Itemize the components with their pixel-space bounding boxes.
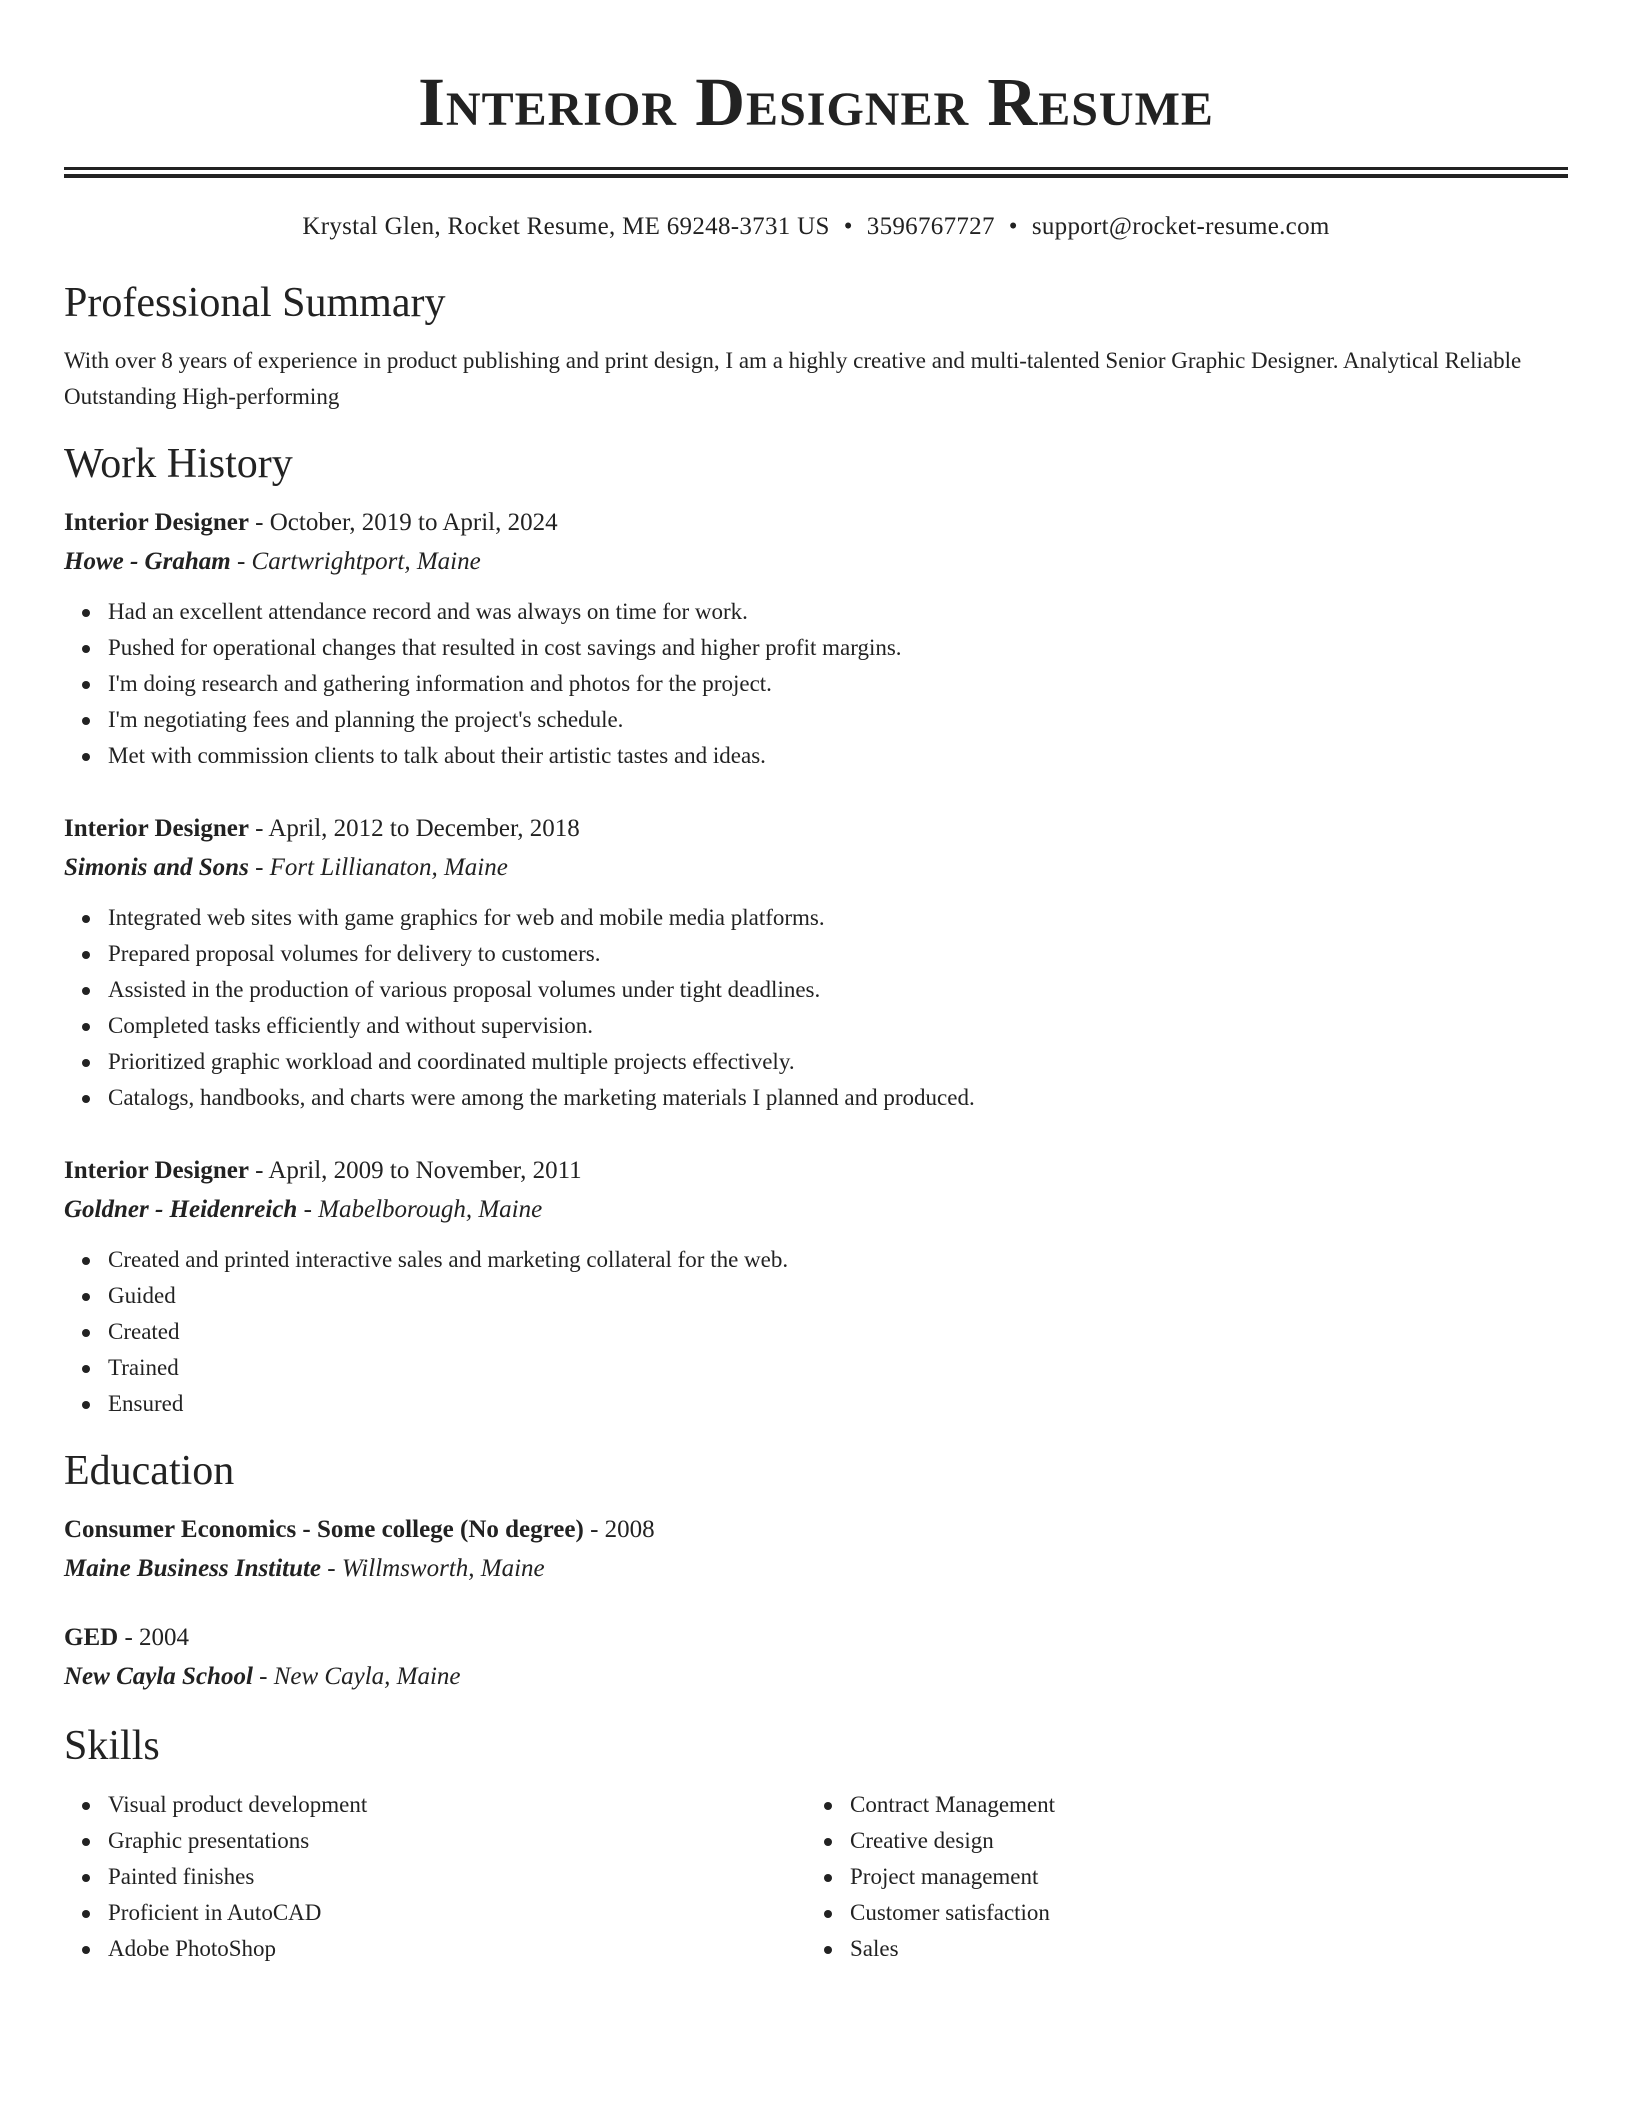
contact-email: support@rocket-resume.com <box>1031 213 1330 240</box>
education-school: Maine Business Institute <box>64 1555 322 1582</box>
job-duties <box>64 1242 1568 1422</box>
skills-heading: Skills <box>64 1723 160 1769</box>
skill-item: Project management <box>806 1859 1548 1895</box>
duty-item: Integrated web sites with game graphics for web and mobile media platforms. <box>64 900 1568 936</box>
resume-page <box>64 0 1568 1967</box>
job-location: - Fort Lillianaton, Maine <box>248 854 508 881</box>
duty-item: Created and printed interactive sales and marketing collateral for the web. <box>64 1242 1568 1278</box>
duty-item: Assisted in the production of various proposal volumes under tight deadlines. <box>64 972 1568 1008</box>
job-dates: - April, 2009 to November, 2011 <box>248 1157 582 1184</box>
education-year: - 2004 <box>118 1624 190 1651</box>
contact-separator: • <box>1008 213 1018 240</box>
duty-item: Ensured <box>64 1386 1568 1422</box>
summary-heading: Professional Summary <box>64 280 446 326</box>
skills-column-right <box>806 1787 1548 1967</box>
skill-item: Customer satisfaction <box>806 1895 1548 1931</box>
contact-separator: • <box>843 213 853 240</box>
skill-item: Graphic presentations <box>64 1823 806 1859</box>
job-location: - Cartwrightport, Maine <box>230 548 481 575</box>
skill-item: Creative design <box>806 1823 1548 1859</box>
education-degree: Consumer Economics - Some college (No degree) <box>64 1516 584 1543</box>
skills-grid <box>64 1787 1568 1967</box>
job-employer <box>64 1190 1568 1230</box>
job-duties <box>64 900 1568 1116</box>
education-location: - Willmsworth, Maine <box>321 1555 545 1582</box>
job-header <box>64 1152 1568 1190</box>
contact-address: Krystal Glen, Rocket Resume, ME 69248-3731 US <box>302 213 830 240</box>
duty-item: I'm doing research and gathering information and photos for the project. <box>64 666 1568 702</box>
job-title: Interior Designer <box>64 815 249 842</box>
job-company: Goldner - Heidenreich <box>64 1196 298 1223</box>
skill-item: Contract Management <box>806 1787 1548 1823</box>
duty-item: Guided <box>64 1278 1568 1314</box>
title-double-rule <box>64 167 1568 178</box>
duty-item: Met with commission clients to talk about their artistic tastes and ideas. <box>64 738 1568 774</box>
job-entry <box>64 504 1568 774</box>
job-company: Simonis and Sons <box>64 854 249 881</box>
job-header <box>64 810 1568 848</box>
duty-item: Pushed for operational changes that resulted in cost savings and higher profit margins. <box>64 630 1568 666</box>
duty-item: I'm negotiating fees and planning the project's schedule. <box>64 702 1568 738</box>
education-degree: GED <box>64 1624 119 1651</box>
education-entry <box>64 1511 1568 1589</box>
job-entry <box>64 1152 1568 1422</box>
job-employer <box>64 848 1568 888</box>
skill-item: Proficient in AutoCAD <box>64 1895 806 1931</box>
skill-item: Painted finishes <box>64 1859 806 1895</box>
education-school-line <box>64 1657 1568 1697</box>
education-year: - 2008 <box>583 1516 655 1543</box>
job-title: Interior Designer <box>64 509 249 536</box>
duty-item: Catalogs, handbooks, and charts were among the marketing materials I planned and produced. <box>64 1080 1568 1116</box>
job-entry <box>64 810 1568 1116</box>
skill-item: Sales <box>806 1931 1548 1967</box>
job-dates: - October, 2019 to April, 2024 <box>248 509 558 536</box>
education-school: New Cayla School <box>64 1663 253 1690</box>
duty-item: Prioritized graphic workload and coordinated multiple projects effectively. <box>64 1044 1568 1080</box>
contact-phone: 3596767727 <box>866 213 995 240</box>
contact-line <box>64 212 1568 242</box>
job-header <box>64 504 1568 542</box>
education-header <box>64 1619 1568 1657</box>
skills-column-left <box>64 1787 806 1967</box>
duty-item: Completed tasks efficiently and without supervision. <box>64 1008 1568 1044</box>
summary-text: With over 8 years of experience in product publishing and print design, I am a highly creative and multi-talented Senior Graphic Designer. Analytical Reliable Outstanding High-performing <box>64 348 1522 409</box>
education-location: - New Cayla, Maine <box>252 1663 461 1690</box>
job-dates: - April, 2012 to December, 2018 <box>248 815 580 842</box>
education-school-line <box>64 1549 1568 1589</box>
job-location: - Mabelborough, Maine <box>297 1196 543 1223</box>
skill-item: Visual product development <box>64 1787 806 1823</box>
job-company: Howe - Graham <box>64 548 231 575</box>
job-title: Interior Designer <box>64 1157 249 1184</box>
education-entry <box>64 1619 1568 1697</box>
work-history-heading: Work History <box>64 441 293 487</box>
duty-item: Had an excellent attendance record and was always on time for work. <box>64 594 1568 630</box>
job-duties <box>64 594 1568 774</box>
duty-item: Prepared proposal volumes for delivery to customers. <box>64 936 1568 972</box>
duty-item: Created <box>64 1314 1568 1350</box>
duty-item: Trained <box>64 1350 1568 1386</box>
skill-item: Adobe PhotoShop <box>64 1931 806 1967</box>
job-employer <box>64 542 1568 582</box>
education-heading: Education <box>64 1448 235 1494</box>
education-header <box>64 1511 1568 1549</box>
resume-title: Interior Designer Resume <box>418 64 1214 140</box>
